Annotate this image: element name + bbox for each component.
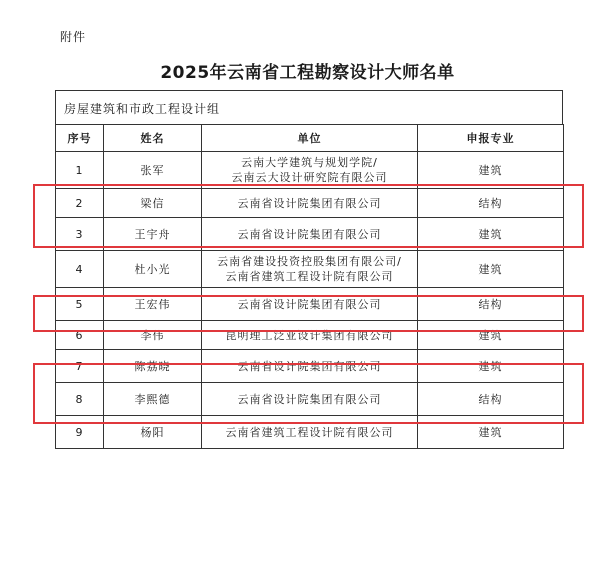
col-header-unit: 单位 xyxy=(202,125,418,152)
cell-major: 结构 xyxy=(418,189,564,218)
cell-name: 杨阳 xyxy=(104,416,202,449)
cell-no: 6 xyxy=(56,321,104,350)
cell-major: 结构 xyxy=(418,383,564,416)
col-header-no: 序号 xyxy=(56,125,104,152)
cell-major: 建筑 xyxy=(418,152,564,189)
cell-name: 杜小光 xyxy=(104,251,202,288)
highlight-box-rows-2-3 xyxy=(33,184,584,248)
highlight-box-rows-7-8 xyxy=(33,363,584,424)
col-header-major: 申报专业 xyxy=(418,125,564,152)
unit-line: 云南省建设投资控股集团有限公司/ xyxy=(217,255,402,268)
cell-major: 结构 xyxy=(418,288,564,321)
table-header-row xyxy=(56,125,564,152)
cell-unit: 昆明理工泛亚设计集团有限公司 xyxy=(202,321,418,350)
cell-unit: 云南省设计院集团有限公司 xyxy=(202,218,418,251)
unit-line: 云南大学建筑与规划学院/ xyxy=(241,156,378,169)
cell-no: 1 xyxy=(56,152,104,189)
group-header xyxy=(55,90,563,124)
cell-major: 建筑 xyxy=(418,416,564,449)
unit-line: 云南省建筑工程设计院有限公司 xyxy=(225,270,394,283)
cell-no: 9 xyxy=(56,416,104,449)
cell-unit xyxy=(202,251,418,288)
table-row xyxy=(56,152,564,189)
cell-no: 2 xyxy=(56,189,104,218)
cell-unit: 云南省设计院集团有限公司 xyxy=(202,383,418,416)
cell-name: 陈荔晓 xyxy=(104,350,202,383)
cell-no: 8 xyxy=(56,383,104,416)
col-header-name: 姓名 xyxy=(104,125,202,152)
highlight-box-row-5 xyxy=(33,295,584,332)
cell-no: 7 xyxy=(56,350,104,383)
cell-name: 王宏伟 xyxy=(104,288,202,321)
cell-name: 梁信 xyxy=(104,189,202,218)
table-row xyxy=(56,251,564,288)
cell-name: 李伟 xyxy=(104,321,202,350)
cell-unit: 云南省设计院集团有限公司 xyxy=(202,350,418,383)
cell-no: 3 xyxy=(56,218,104,251)
cell-unit: 云南省设计院集团有限公司 xyxy=(202,189,418,218)
cell-unit xyxy=(202,152,418,189)
unit-line: 云南云大设计研究院有限公司 xyxy=(231,171,388,184)
cell-major: 建筑 xyxy=(418,350,564,383)
cell-no: 5 xyxy=(56,288,104,321)
cell-unit: 云南省设计院集团有限公司 xyxy=(202,288,418,321)
attachment-label: 附件 xyxy=(60,30,87,44)
cell-major: 建筑 xyxy=(418,218,564,251)
cell-name: 王宇舟 xyxy=(104,218,202,251)
cell-no: 4 xyxy=(56,251,104,288)
cell-unit: 云南省建筑工程设计院有限公司 xyxy=(202,416,418,449)
cell-name: 李熙德 xyxy=(104,383,202,416)
cell-major: 建筑 xyxy=(418,321,564,350)
group-label: 房屋建筑和市政工程设计组 xyxy=(64,102,221,116)
cell-major: 建筑 xyxy=(418,251,564,288)
document-title: 2025年云南省工程勘察设计大师名单 xyxy=(160,63,455,83)
cell-name: 张军 xyxy=(104,152,202,189)
